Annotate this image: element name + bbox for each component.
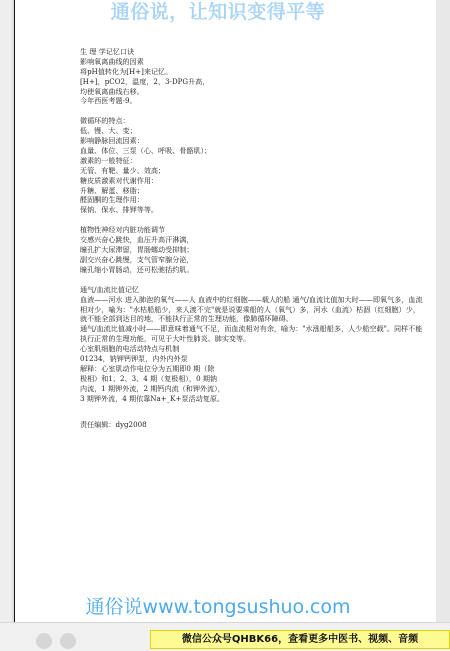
- text-line: 副交兴奋心跳慢，支气管窄腺分泌，: [80, 254, 194, 264]
- text-line: 内流，1 期钾外流，2 期钙内流（和钾外流），: [80, 383, 225, 393]
- text-line: 糖皮质激素对代谢作用：: [80, 175, 159, 185]
- bottom-watermark: 通俗说www.tongsushuo.com: [85, 596, 351, 618]
- toolbar-circle-icon[interactable]: [36, 633, 52, 649]
- text-line: 01234，钠钾钙钾泵，内外内外泵: [80, 354, 188, 364]
- page-left-border: [14, 0, 15, 622]
- text-line: [H+]，pCO2，温度，2，3-DPG升高，: [80, 76, 210, 86]
- text-line: 醛固酮的生理作用：: [80, 195, 144, 205]
- text-line: 血量、体位、三泵（心、呼吸、骨骼肌）；: [80, 146, 212, 156]
- left-gutter: [0, 0, 14, 650]
- section-heading: 植物性神经对内脏功能调节: [80, 225, 166, 235]
- document-body: [80, 47, 425, 430]
- top-watermark: 通俗说，让知识变得平等: [110, 1, 326, 23]
- section-heading: 微循环的特点：: [80, 116, 130, 126]
- text-line: 瞳孔扩大尿滞留，胃肠蠕动受抑制；: [80, 245, 194, 255]
- text-line: 低、慢、大、变；: [80, 126, 137, 136]
- text-line: 瞳孔缩小胃肠动，还可松驰括约肌。: [80, 264, 194, 274]
- text-line: 保钠、保水、排钾等等。: [80, 205, 159, 215]
- text-line: 影响氧离曲线的因素: [80, 56, 144, 66]
- text-line: 均使氧离曲线右移。: [80, 86, 144, 96]
- section-heading: 心室肌细胞的电活动特点与机制: [80, 344, 180, 354]
- text-line: 将pH值转化为[H+]来记忆。: [80, 66, 173, 76]
- paragraph: 通气/血流比值减小时——即意味着通气不足，而血流相对有余，喻为："水涨船船多，人少船空载"。同样不能执行正常的生理功能，可见于大叶性肺炎、肺实变等。: [80, 324, 423, 344]
- toolbar-circle-icon[interactable]: [60, 633, 76, 649]
- editor-credit: 责任编辑：dyg2008: [80, 420, 147, 430]
- text-line: 交感兴奋心跳快，血压升高汗淋漓，: [80, 235, 194, 245]
- text-line: 解释：心室肌动作电位分为五期即0 期（除: [80, 363, 215, 373]
- promo-banner[interactable]: 微信公众号QHBK66，查看更多中医书、视频、音频: [150, 630, 450, 649]
- text-line: 3 期钾外流，4 期依靠Na+_K+泵活动复原。: [80, 393, 225, 403]
- text-line: 激素的一般特征：: [80, 155, 137, 165]
- text-line: 今年西医考题-9。: [80, 96, 137, 106]
- text-line: 无管、有靶、量少、效高；: [80, 165, 166, 175]
- scrollbar[interactable]: [436, 0, 450, 650]
- section-heading: 通气/血流比值记忆: [80, 284, 140, 294]
- text-line: 极相）和1、2、3、4 期（复极相），0 期钠: [80, 373, 218, 383]
- paragraph: 血液——河水 进入肺泡的氧气——人 血液中的红细胞——载人的船 通气/血流比值加大时——即氧气多，血流相对少，喻为："水枯船船少，来人渡不完"就是说要乘船的人（氧气）多，河水（血流）枯涸（红细胞）少，就不能全部到达目的地，不能执行正常的生理功能，像肺循环障碍。: [80, 294, 423, 324]
- text-line: 影响静脉回流因素：: [80, 136, 144, 146]
- doc-title: 生 理 学记忆口诀: [80, 47, 135, 56]
- text-line: 升糖、解蛋、移脂；: [80, 185, 144, 195]
